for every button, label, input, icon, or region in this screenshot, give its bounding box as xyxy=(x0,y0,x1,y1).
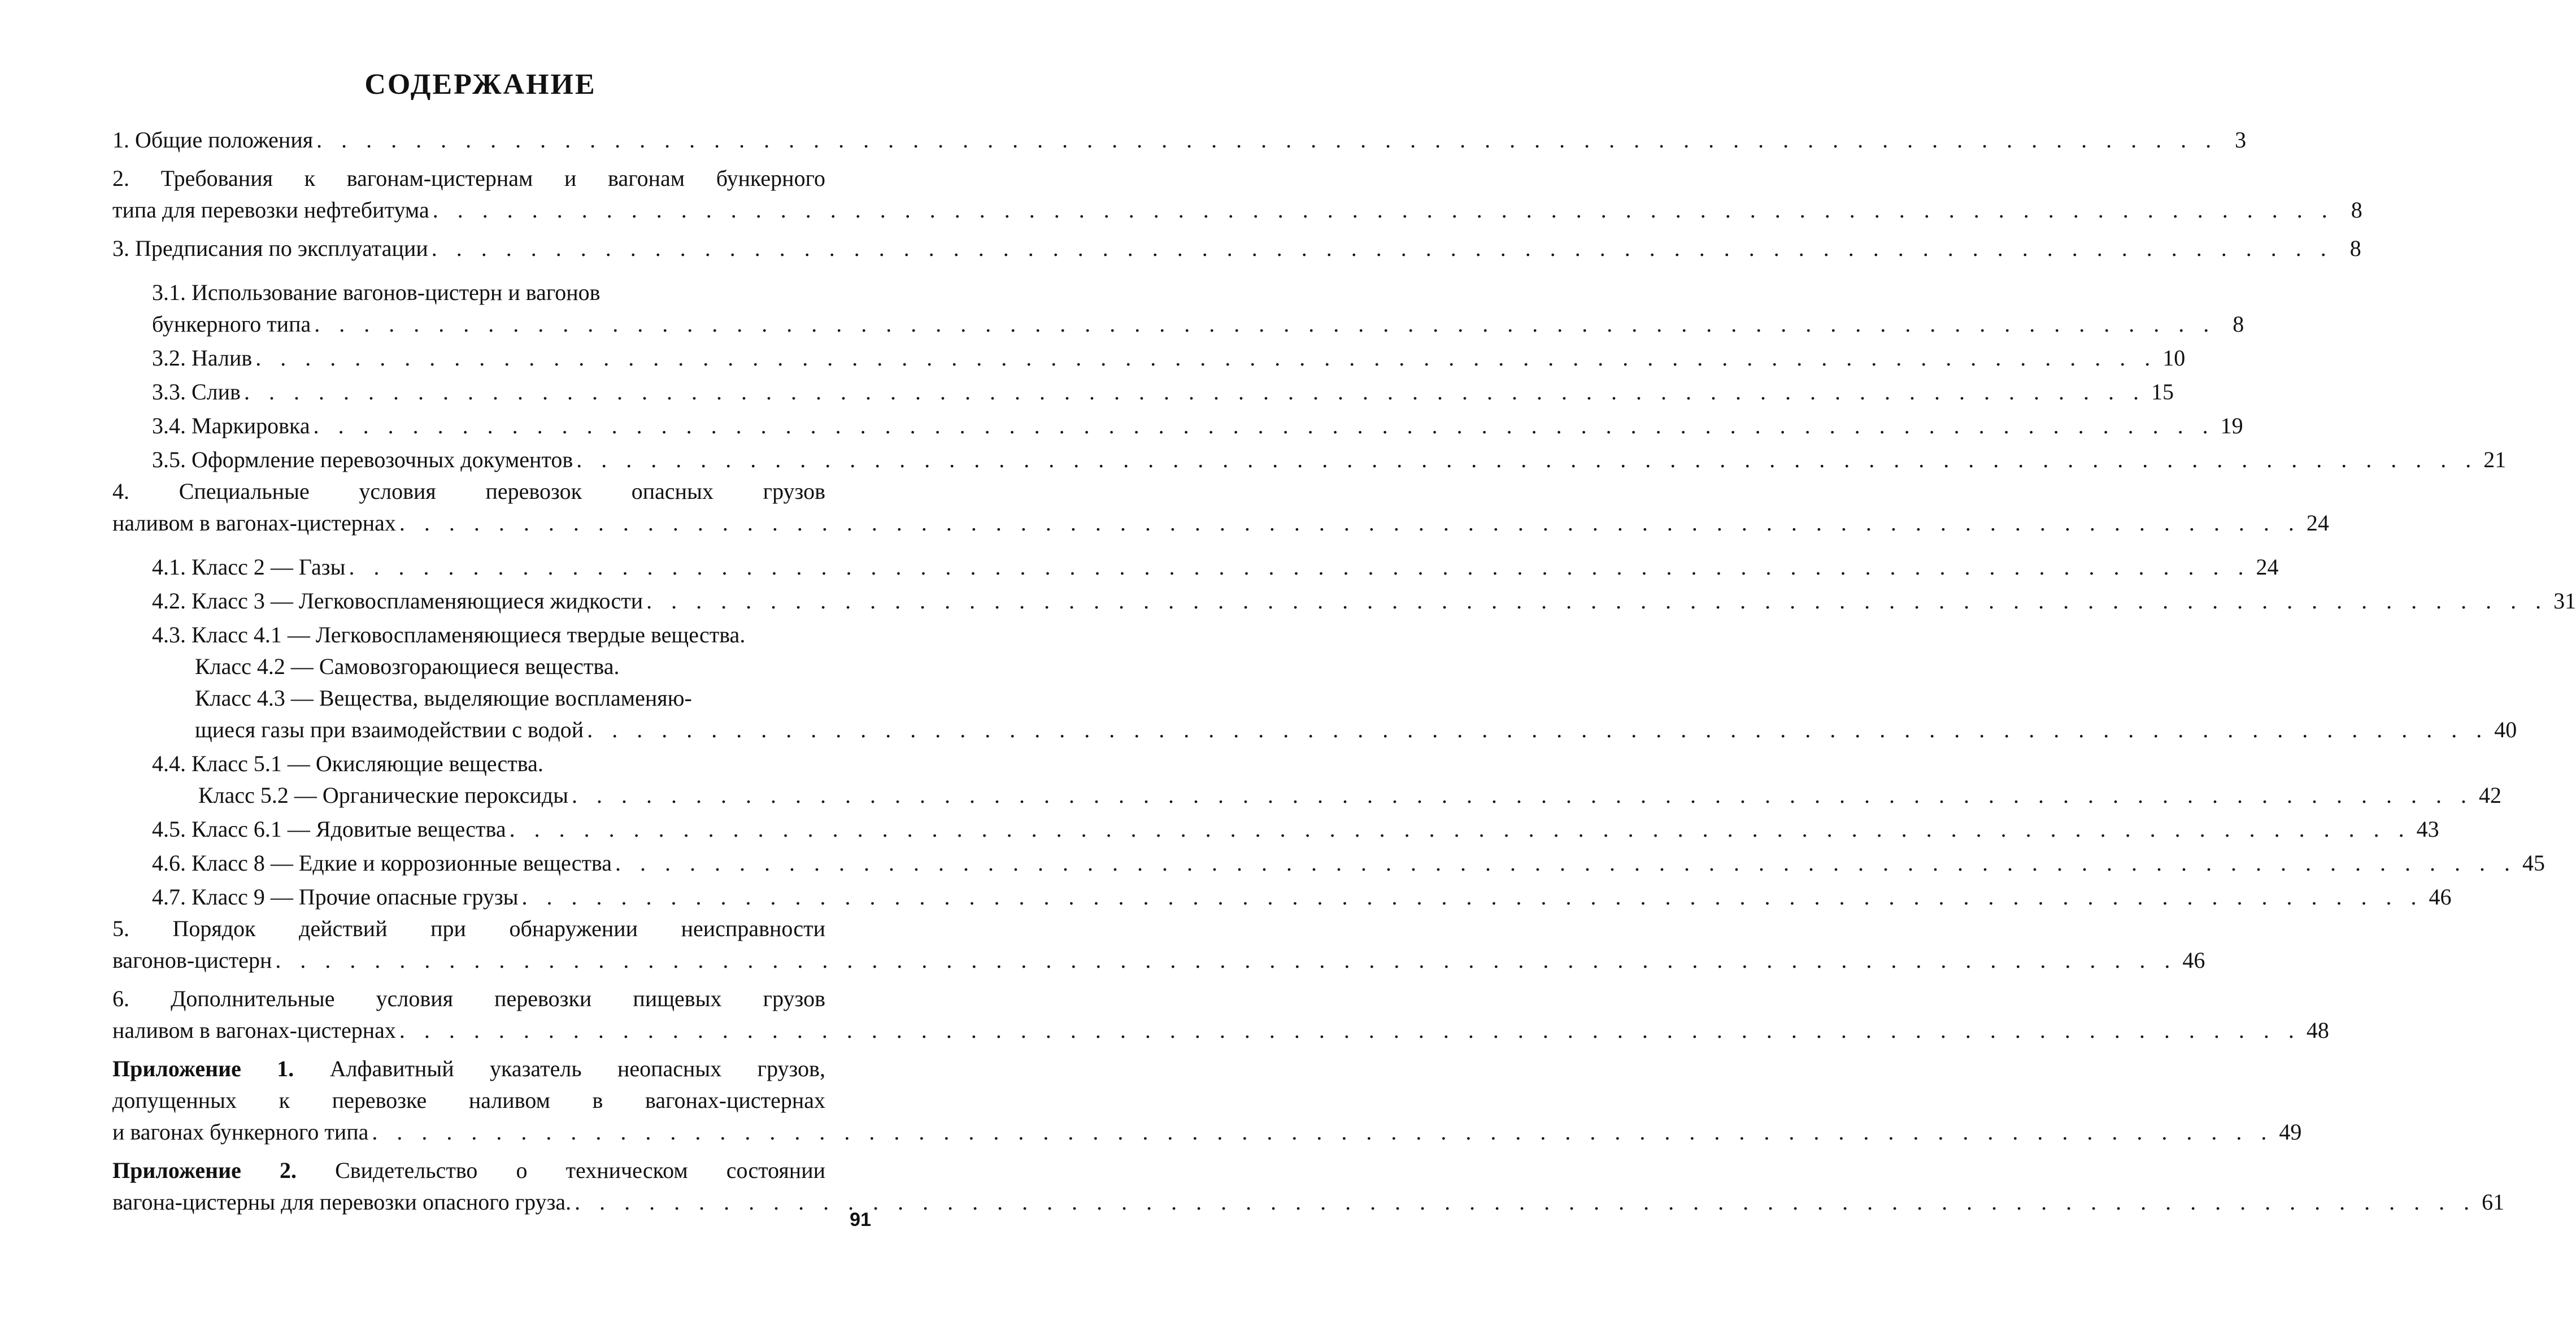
dot-leader: . . . . . . . . . . . . . . . . . . . . . . . . . . . . . . . . . . . . . . . . . . . . . . . . . . . . . . . . . . . . . . . . . . . . . . . . . . . . . xyxy=(646,588,2548,614)
dot-leader: . . . . . . . . . . . . . . . . . . . . . . . . . . . . . . . . . . . . . . . . . . . . . . . . . . . . . . . . . . . . . . . . . . . . . . . . . . . . . xyxy=(243,379,2146,405)
toc-page-number: 42 xyxy=(2478,782,2501,808)
page-number: 91 xyxy=(850,1209,871,1230)
table-of-contents xyxy=(112,124,2576,1218)
toc-page-number: 10 xyxy=(2162,345,2186,371)
dot-leader: . . . . . . . . . . . . . . . . . . . . . . . . . . . . . . . . . . . . . . . . . . . . . . . . . . . . . . . . . . . . . . . . . . . . . . . . . . . . . xyxy=(399,1017,2301,1043)
page-title: СОДЕРЖАНИЕ xyxy=(364,68,597,101)
toc-entry-title-line: 4. Специальные условия перевозок опасных грузов xyxy=(112,479,825,504)
toc-entry-4-4[interactable] xyxy=(112,748,2501,811)
toc-entry-title: 3.5. Оформление перевозочных документов xyxy=(152,447,573,472)
toc-entry-title: типа для перевозки нефтебитума xyxy=(112,197,429,223)
toc-page-number: 21 xyxy=(2483,447,2507,472)
appendix-label: Приложение 1. xyxy=(112,1056,294,1081)
toc-page-number: 48 xyxy=(2306,1017,2329,1043)
toc-entry-title: вагона-цистерны для перевозки опасного груза. xyxy=(112,1189,572,1215)
toc-page-number: 61 xyxy=(2482,1189,2505,1215)
toc-entry-title: бункерного типа xyxy=(152,311,311,337)
dot-leader: . . . . . . . . . . . . . . . . . . . . . . . . . . . . . . . . . . . . . . . . . . . . . . . . . . . . . . . . . . . . . . . . . . . . . . . . . . . . . xyxy=(314,311,2216,337)
dot-leader: . . . . . . . . . . . . . . . . . . . . . . . . . . . . . . . . . . . . . . . . . . . . . . . . . . . . . . . . . . . . . . . . . . . . . . . . . . . . . xyxy=(615,850,2517,876)
toc-entry-title: 3.3. Слив xyxy=(152,379,241,405)
dot-leader: . . . . . . . . . . . . . . . . . . . . . . . . . . . . . . . . . . . . . . . . . . . . . . . . . . . . . . . . . . . . . . . . . . . . . . . . . . . . . xyxy=(576,447,2478,472)
dot-leader: . . . . . . . . . . . . . . . . . . . . . . . . . . . . . . . . . . . . . . . . . . . . . . . . . . . . . . . . . . . . . . . . . . . . . . . . . . . . . xyxy=(431,236,2333,261)
toc-entry-6[interactable] xyxy=(112,983,2329,1046)
toc-page-number: 15 xyxy=(2151,379,2174,405)
toc-entry-appendix-2[interactable] xyxy=(112,1155,2505,1218)
toc-entry-3-1[interactable] xyxy=(112,277,2244,340)
toc-entry-title: щиеся газы при взаимодействии с водой xyxy=(195,717,584,742)
dot-leader: . . . . . . . . . . . . . . . . . . . . . . . . . . . . . . . . . . . . . . . . . . . . . . . . . . . . . . . . . . . . . . . . . . . . . . . . . . . . . xyxy=(313,413,2215,438)
toc-page-number: 19 xyxy=(2220,413,2243,438)
toc-entry-title: 3.4. Маркировка xyxy=(152,413,310,438)
dot-leader: . . . . . . . . . . . . . . . . . . . . . . . . . . . . . . . . . . . . . . . . . . . . . . . . . . . . . . . . . . . . . . . . . . . . . . . . . . . . . xyxy=(255,345,2157,371)
dot-leader: . . . . . . . . . . . . . . . . . . . . . . . . . . . . . . . . . . . . . . . . . . . . . . . . . . . . . . . . . . . . . . . . . . . . . . . . . . . . . xyxy=(571,782,2473,808)
toc-page-number: 8 xyxy=(2233,311,2244,337)
toc-entry-1[interactable] xyxy=(112,124,2247,156)
toc-entry-title: 4.1. Класс 2 — Газы xyxy=(152,554,346,580)
toc-entry-2[interactable] xyxy=(112,163,2362,226)
toc-page-number: 24 xyxy=(2256,554,2279,580)
dot-leader: . . . . . . . . . . . . . . . . . . . . . . . . . . . . . . . . . . . . . . . . . . . . . . . . . . . . . . . . . . . . . . . . . . . . . . . . . . . . . xyxy=(399,510,2301,536)
toc-entry-title: вагонов-цистерн xyxy=(112,947,272,973)
toc-entry-title-line: 4.3. Класс 4.1 — Легковоспламеняющиеся твердые вещества. xyxy=(152,622,746,647)
dot-leader: . . . . . . . . . . . . . . . . . . . . . . . . . . . . . . . . . . . . . . . . . . . . . . . . . . . . . . . . . . . . . . . . . . . . . . . . . . . . . xyxy=(521,884,2423,910)
toc-entry-4-2[interactable] xyxy=(112,585,2576,617)
toc-page-number: 46 xyxy=(2429,884,2452,910)
toc-entry-title-line: 4.4. Класс 5.1 — Окисляющие вещества. xyxy=(152,751,543,776)
toc-entry-title: 3. Предписания по эксплуатации xyxy=(112,236,428,261)
toc-entry-4-5[interactable] xyxy=(112,814,2439,845)
toc-entry-appendix-1[interactable] xyxy=(112,1053,2302,1148)
toc-entry-4-3[interactable] xyxy=(112,619,2517,746)
toc-entry-title-line: допущенных к перевозке наливом в вагонах-цистернах xyxy=(112,1088,825,1113)
dot-leader: . . . . . . . . . . . . . . . . . . . . . . . . . . . . . . . . . . . . . . . . . . . . . . . . . . . . . . . . . . . . . . . . . . . . . . . . . . . . . xyxy=(587,717,2489,742)
toc-page-number: 40 xyxy=(2494,717,2517,742)
toc-page-number: 31 xyxy=(2553,588,2576,614)
toc-page-number: 8 xyxy=(2351,197,2362,223)
toc-page-number: 45 xyxy=(2522,850,2545,876)
toc-entry-title: 4.7. Класс 9 — Прочие опасные грузы xyxy=(152,884,519,910)
toc-entry-4-7[interactable] xyxy=(112,881,2452,913)
toc-page-number: 24 xyxy=(2306,510,2329,536)
toc-entry-4-1[interactable] xyxy=(112,551,2279,583)
toc-entry-title-line: Класс 4.3 — Вещества, выделяющие воспламеняю- xyxy=(195,685,692,711)
toc-entry-4-6[interactable] xyxy=(112,847,2545,879)
toc-entry-title: 4.6. Класс 8 — Едкие и коррозионные вещества xyxy=(152,850,612,876)
toc-entry-3-4[interactable] xyxy=(112,410,2243,442)
toc-entry-5[interactable] xyxy=(112,913,2205,976)
dot-leader: . . . . . . . . . . . . . . . . . . . . . . . . . . . . . . . . . . . . . . . . . . . . . . . . . . . . . . . . . . . . . . . . . . . . . . . . . . . . . xyxy=(316,127,2218,153)
dot-leader: . . . . . . . . . . . . . . . . . . . . . . . . . . . . . . . . . . . . . . . . . . . . . . . . . . . . . . . . . . . . . . . . . . . . . . . . . . . . . xyxy=(275,947,2177,973)
toc-entry-title: 4.2. Класс 3 — Легковоспламеняющиеся жидкости xyxy=(152,588,643,614)
toc-entry-title-line: 5. Порядок действий при обнаружении неисправности xyxy=(112,916,825,941)
dot-leader: . . . . . . . . . . . . . . . . . . . . . . . . . . . . . . . . . . . . . . . . . . . . . . . . . . . . . . . . . . . . . . . . . . . . . . . . . . . . . xyxy=(432,197,2334,223)
toc-entry-title: 1. Общие положения xyxy=(112,127,314,153)
toc-entry-title: 3.2. Налив xyxy=(152,345,253,371)
toc-page-number: 8 xyxy=(2349,236,2361,261)
toc-entry-title-line: 3.1. Использование вагонов-цистерн и вагонов xyxy=(152,280,601,305)
toc-page-number: 3 xyxy=(2235,127,2247,153)
toc-entry-3[interactable] xyxy=(112,233,2361,264)
toc-entry-title: и вагонах бункерного типа xyxy=(112,1119,369,1145)
dot-leader: . . . . . . . . . . . . . . . . . . . . . . . . . . . . . . . . . . . . . . . . . . . . . . . . . . . . . . . . . . . . . . . . . . . . . . . . . . . . . xyxy=(575,1189,2477,1215)
appendix-label: Приложение 2. xyxy=(112,1158,297,1183)
toc-entry-title-line: 2. Требования к вагонам-цистернам и вагонам бункерного xyxy=(112,166,825,191)
toc-entry-title-line: Алфавитный указатель неопасных грузов, xyxy=(329,1056,826,1081)
toc-entry-title-line: 6. Дополнительные условия перевозки пищевых грузов xyxy=(112,986,825,1011)
toc-entry-title: наливом в вагонах-цистернах xyxy=(112,510,396,536)
toc-page-number: 43 xyxy=(2416,816,2439,842)
dot-leader: . . . . . . . . . . . . . . . . . . . . . . . . . . . . . . . . . . . . . . . . . . . . . . . . . . . . . . . . . . . . . . . . . . . . . . . . . . . . . xyxy=(509,816,2411,842)
toc-entry-3-3[interactable] xyxy=(112,376,2174,408)
toc-entry-title-line: Свидетельство о техническом состоянии xyxy=(335,1158,826,1183)
dot-leader: . . . . . . . . . . . . . . . . . . . . . . . . . . . . . . . . . . . . . . . . . . . . . . . . . . . . . . . . . . . . . . . . . . . . . . . . . . . . . xyxy=(372,1119,2274,1145)
dot-leader: . . . . . . . . . . . . . . . . . . . . . . . . . . . . . . . . . . . . . . . . . . . . . . . . . . . . . . . . . . . . . . . . . . . . . . . . . . . . . xyxy=(349,554,2251,580)
toc-page-number: 49 xyxy=(2279,1119,2302,1145)
toc-entry-title: наливом в вагонах-цистернах xyxy=(112,1017,396,1043)
toc-entry-3-2[interactable] xyxy=(112,342,2186,374)
toc-entry-title-line: Класс 4.2 — Самовозгорающиеся вещества. xyxy=(195,654,620,679)
toc-entry-4[interactable] xyxy=(112,476,2329,539)
toc-entry-3-5[interactable] xyxy=(112,444,2507,476)
toc-page-number: 46 xyxy=(2182,947,2205,973)
toc-entry-title: 4.5. Класс 6.1 — Ядовитые вещества xyxy=(152,816,506,842)
toc-entry-title: Класс 5.2 — Органические пероксиды xyxy=(198,782,568,808)
